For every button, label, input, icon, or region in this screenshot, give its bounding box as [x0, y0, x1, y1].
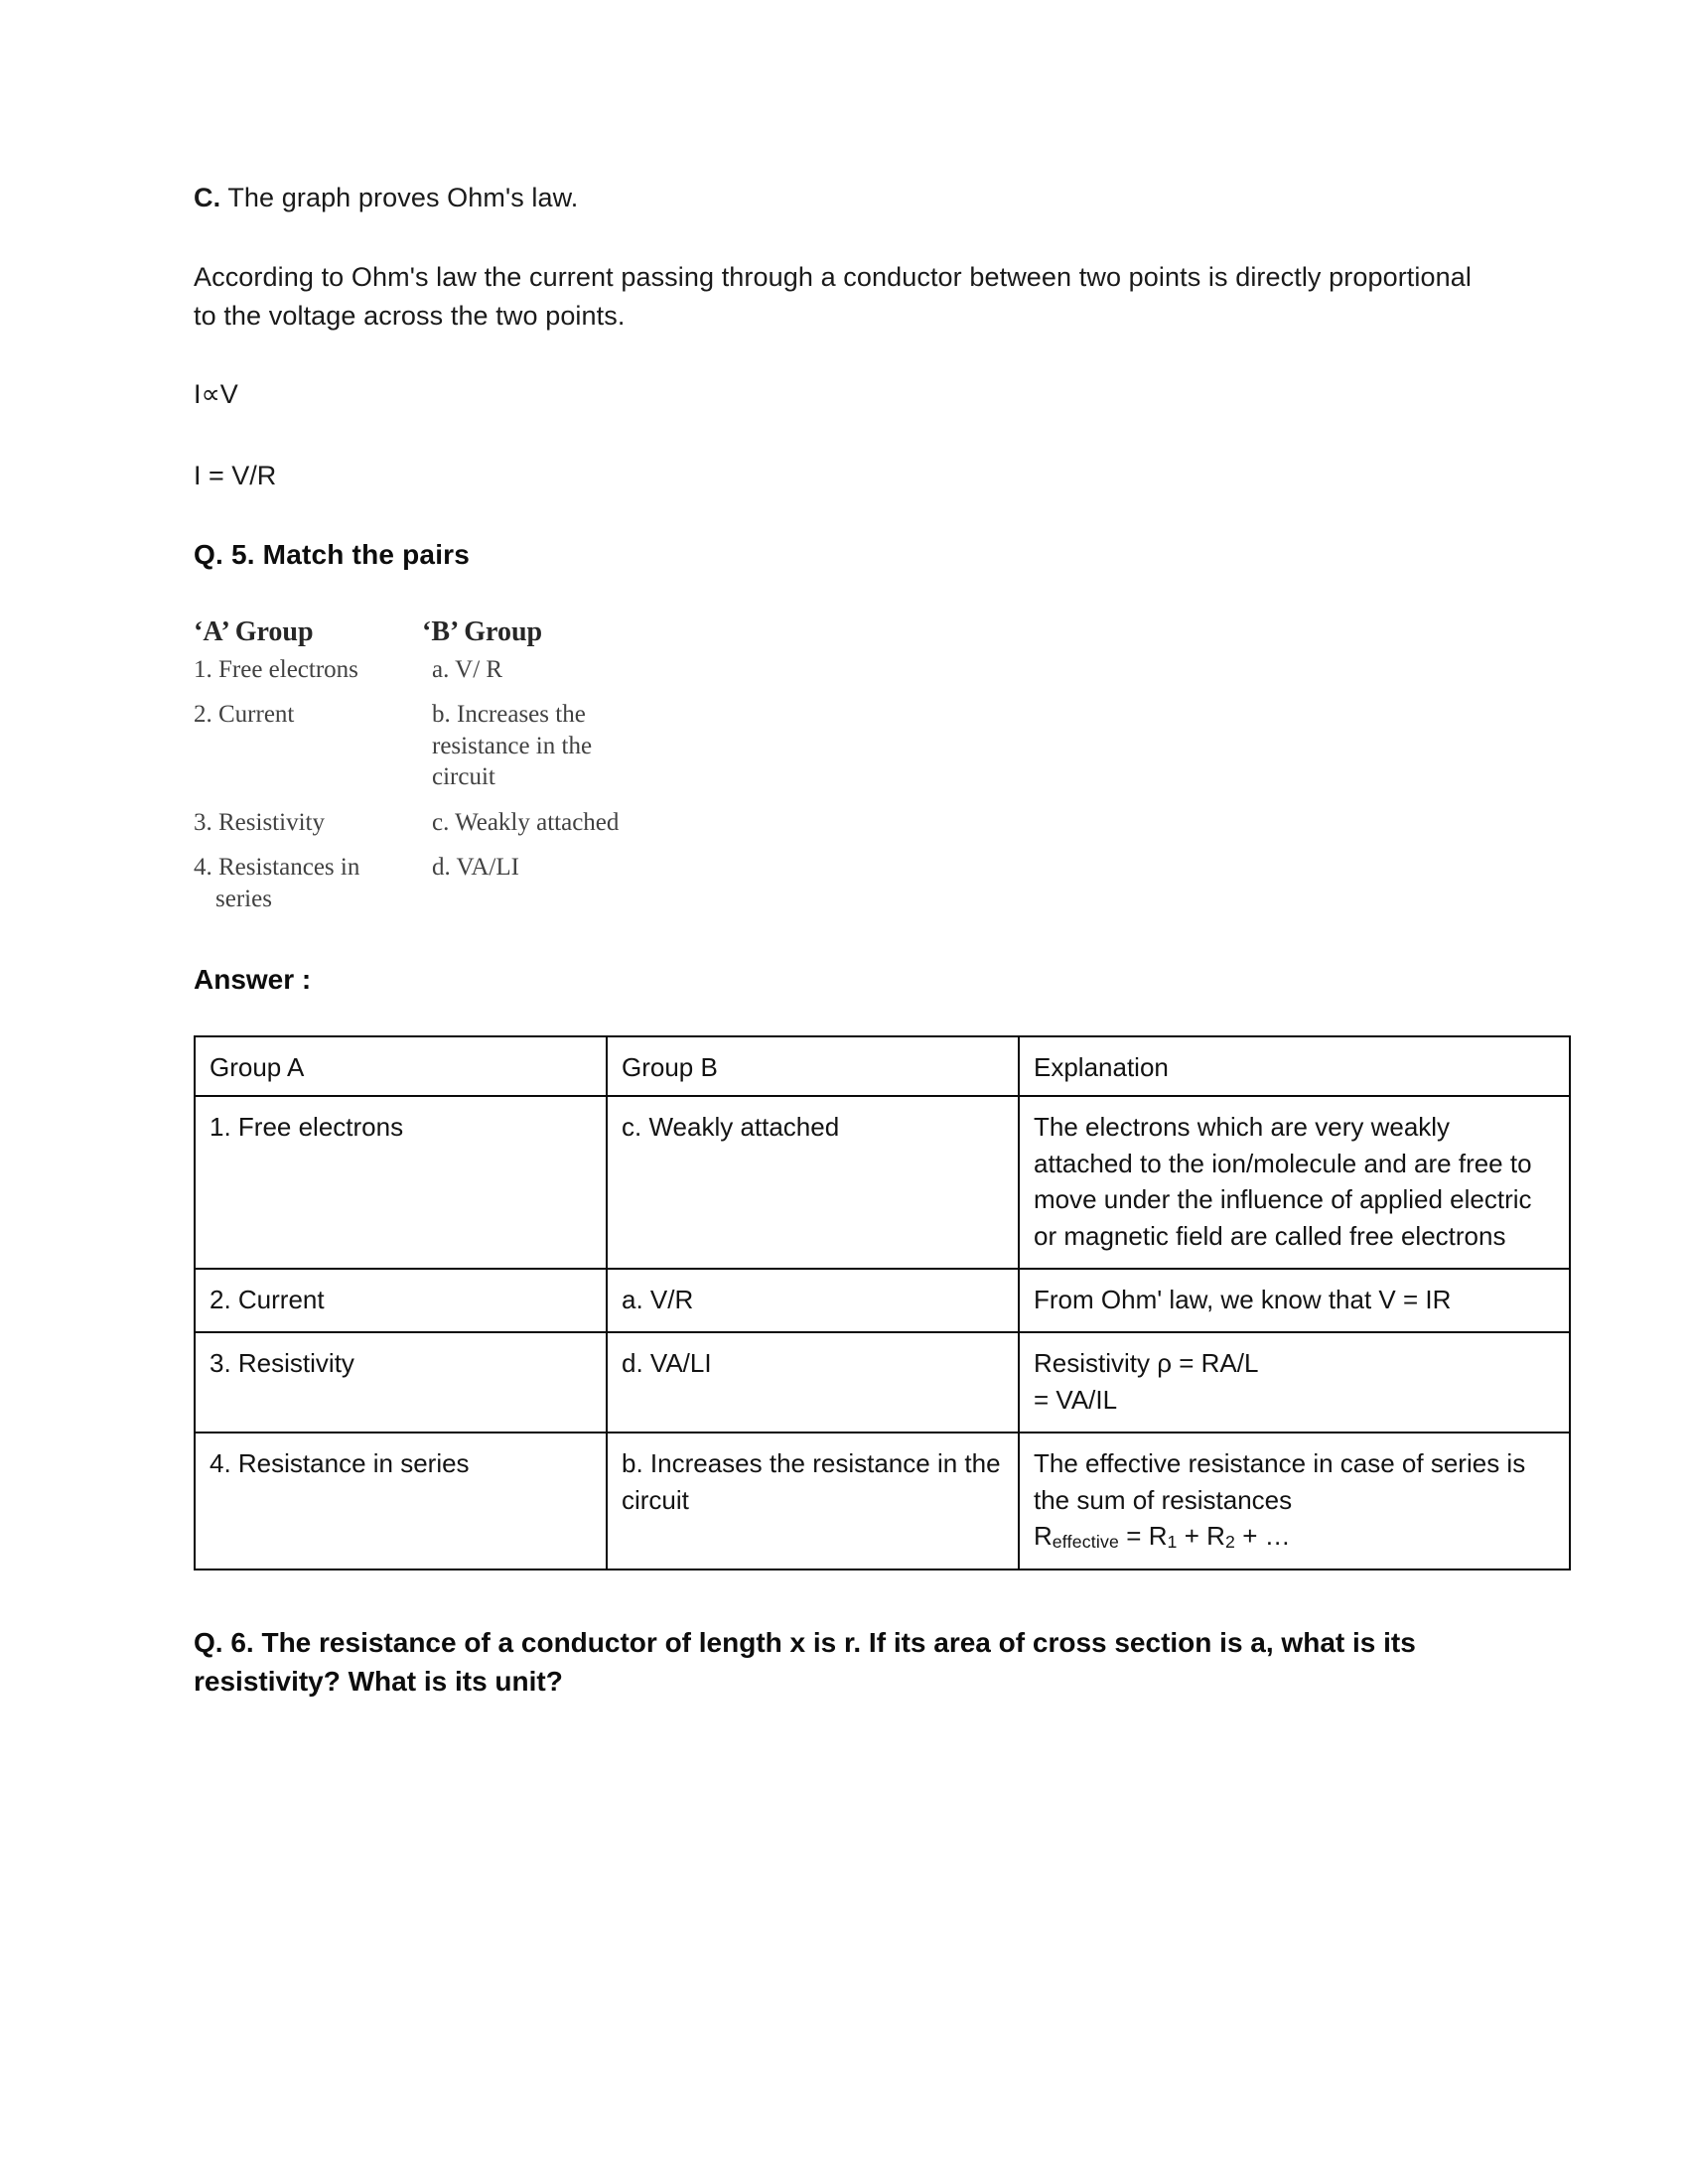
formula-sub-2: 2 — [1224, 1532, 1235, 1553]
cell-group-a: 3. Resistivity — [195, 1332, 607, 1433]
explanation-line2: = VA/IL — [1034, 1384, 1118, 1415]
header-explanation: Explanation — [1019, 1036, 1570, 1096]
scanned-pair-row — [194, 852, 750, 914]
table-row — [195, 1269, 1570, 1332]
scanned-group-a-title: ‘A’ Group — [194, 615, 314, 647]
cell-group-a: 2. Current — [195, 1269, 607, 1332]
cell-group-b: a. V/R — [607, 1269, 1019, 1332]
cell-group-b: d. VA/LI — [607, 1332, 1019, 1433]
scanned-pair-a: 2. Current — [194, 701, 295, 729]
cell-explanation — [1019, 1332, 1570, 1433]
header-group-a: Group A — [195, 1036, 607, 1096]
cell-group-b: b. Increases the resistance in the circuit — [607, 1433, 1019, 1570]
explanation-line1: Resistivity ρ = RA/L — [1034, 1348, 1259, 1379]
formula-rest: = R — [1119, 1520, 1168, 1551]
explanation-formula-effective-resistance — [1034, 1518, 1555, 1555]
answer-table-head — [195, 1036, 1570, 1096]
scanned-pair-row — [194, 654, 750, 686]
cell-group-a: 4. Resistance in series — [195, 1433, 607, 1570]
scanned-pair-b-line2: resistance in the — [432, 732, 593, 759]
formula-plus-1: + R — [1177, 1520, 1225, 1551]
scanned-pair-row — [194, 807, 750, 839]
scanned-pair-a-line1: 4. Resistances in — [194, 854, 360, 882]
scanned-pair-b: a. V/ R — [432, 655, 503, 683]
formula-proportional: I∝V — [194, 378, 238, 409]
scanned-match-pairs-block — [194, 616, 750, 915]
scanned-header-row — [194, 616, 750, 648]
question-6-text: Q. 6. The resistance of a conductor of length x is r. If its area of cross section is a, what is its resistivity? What is its unit? — [194, 1626, 1416, 1697]
page-content — [194, 179, 1532, 1701]
scanned-pair-a: 3. Resistivity — [194, 808, 325, 836]
question-5-heading: Q. 5. Match the pairs — [194, 538, 471, 570]
header-group-b: Group B — [607, 1036, 1019, 1096]
formula-r-symbol: R — [1034, 1520, 1053, 1551]
statement-c-label: C. — [194, 183, 221, 212]
scanned-pair-b: d. VA/LI — [432, 854, 519, 882]
scanned-pair-b-line3: circuit — [432, 763, 495, 791]
explanation-line1: The effective resistance in case of series is the sum of resistances — [1034, 1448, 1526, 1515]
scanned-pair-b — [432, 699, 750, 793]
scanned-pair-a — [194, 852, 432, 914]
formula-current: I = V/R — [194, 460, 277, 490]
cell-explanation: The electrons which are very weakly attached to the ion/molecule and are free to move under the influence of applied electric or magnetic field are called free electrons — [1019, 1096, 1570, 1269]
answer-table-body — [195, 1096, 1570, 1569]
scanned-pair-b-line1: b. Increases the — [432, 701, 586, 729]
table-row — [195, 1096, 1570, 1269]
formula-sub-1: 1 — [1167, 1532, 1178, 1553]
formula-tail: + … — [1234, 1520, 1291, 1551]
table-row — [195, 1433, 1570, 1570]
cell-explanation: From Ohm' law, we know that V = IR — [1019, 1269, 1570, 1332]
ohms-law-paragraph: According to Ohm's law the current passing through a conductor between two points is directly proportional to the voltage across the two points. — [194, 262, 1472, 331]
answer-heading: Answer : — [194, 964, 312, 996]
table-row — [195, 1332, 1570, 1433]
statement-c — [194, 179, 1484, 216]
scanned-pair-b: c. Weakly attached — [432, 808, 620, 836]
scanned-pair-a-line2: series — [215, 885, 272, 912]
cell-group-b: c. Weakly attached — [607, 1096, 1019, 1269]
scanned-pair-row — [194, 699, 750, 793]
table-header-row — [195, 1036, 1570, 1096]
cell-explanation — [1019, 1433, 1570, 1570]
cell-group-a: 1. Free electrons — [195, 1096, 607, 1269]
statement-c-text: The graph proves Ohm's law. — [220, 183, 579, 212]
scanned-group-b-title: ‘B’ Group — [422, 615, 543, 647]
answer-table — [194, 1035, 1571, 1570]
formula-r-subscript: effective — [1052, 1532, 1120, 1553]
scanned-pair-a: 1. Free electrons — [194, 655, 358, 683]
